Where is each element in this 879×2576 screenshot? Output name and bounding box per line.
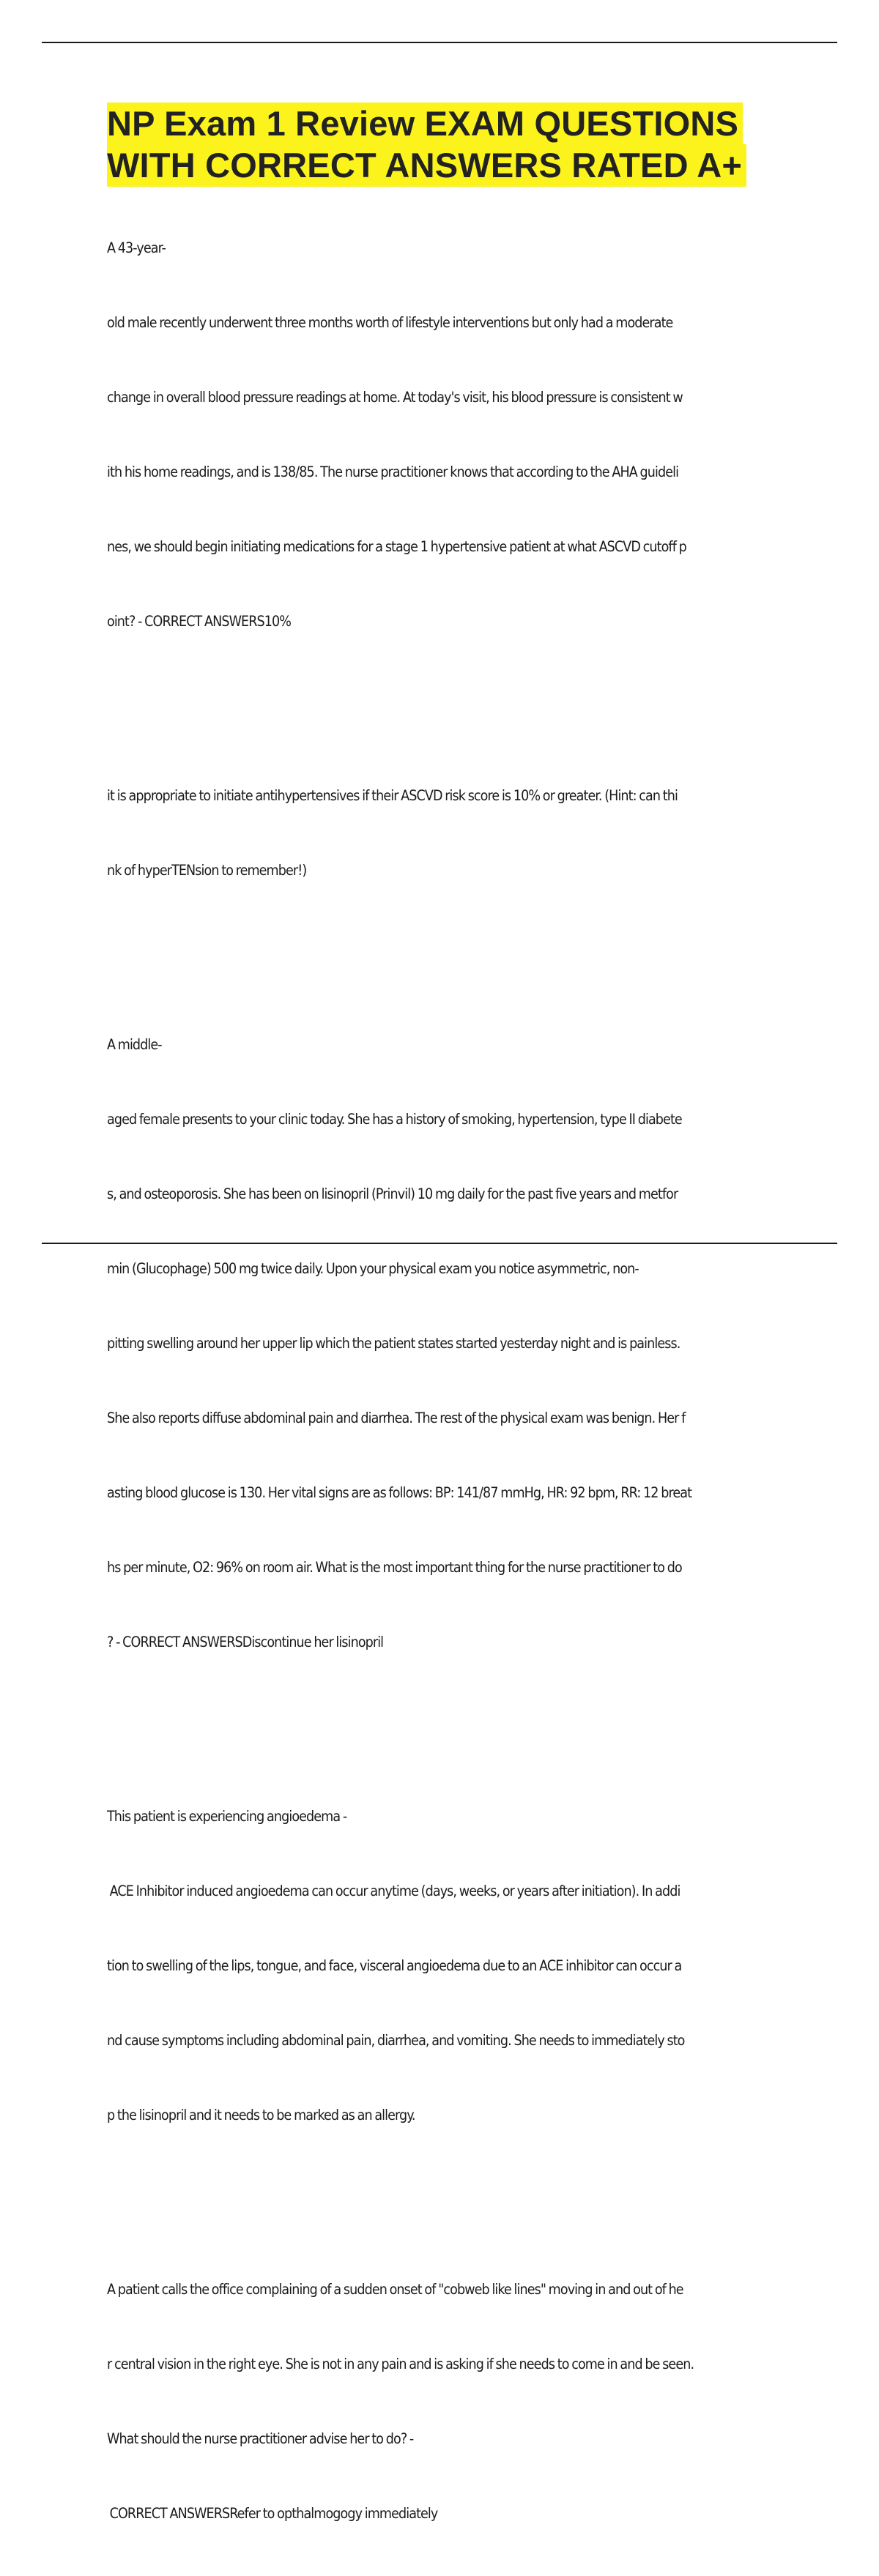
text-line: aged female presents to your clinic today. She has a history of smoking, hypertension, type II diabete [107,1111,682,1128]
text-line: ith his home readings, and is 138/85. The nurse practitioner knows that according to the AHA guideli [107,464,679,480]
block-spacer [107,933,798,983]
text-line: A 43-year- [107,239,166,256]
text-line: nk of hyperTENsion to remember!) [107,862,307,879]
block-spacer [107,1705,798,1754]
text-line: This patient is experiencing angioedema - [107,1808,347,1825]
text-line: r central vision in the right eye. She is not in any pain and is asking if she needs to come in and be seen. [107,2356,694,2372]
text-line: nes, we should begin initiating medications for a stage 1 hypertensive patient at what ASCVD cutoff p [107,538,686,555]
question-block-3 [107,2227,798,2576]
text-line: ? - CORRECT ANSWERSDiscontinue her lisinopril [107,1634,384,1650]
text-line: oint? - CORRECT ANSWERS10% [107,613,292,630]
text-line: s, and osteoporosis. She has been on lisinopril (Prinvil) 10 mg daily for the past five years and metfor [107,1185,678,1202]
explanation-block-1 [107,734,798,933]
block-spacer [107,2178,798,2227]
title-line-1: NP Exam 1 Review EXAM QUESTIONS [107,103,743,145]
text-line: old male recently underwent three months worth of lifestyle interventions but only had a moderate [107,314,673,331]
text-line: p the lisinopril and it needs to be marked as an allergy. [107,2107,415,2123]
document-title [107,103,798,186]
text-line: She also reports diffuse abdominal pain and diarrhea. The rest of the physical exam was benign. Her f [107,1410,686,1426]
text-line: A patient calls the office complaining of a sudden onset of "cobweb like lines" moving in and out of he [107,2281,683,2298]
text-line: CORRECT ANSWERSRefer to opthalmogogy immediately [107,2505,438,2522]
block-spacer [107,684,798,734]
text-line: ACE Inhibitor induced angioedema can occur anytime (days, weeks, or years after initiation). In addi [107,1883,680,1899]
question-block-2 [107,983,798,1705]
text-line: What should the nurse practitioner advise her to do? - [107,2430,414,2447]
document-body [107,103,798,2576]
text-line: nd cause symptoms including abdominal pain, diarrhea, and vomiting. She needs to immediately sto [107,2032,685,2049]
text-line: hs per minute, O2: 96% on room air. What is the most important thing for the nurse practitioner to do [107,1559,682,1576]
text-line: change in overall blood pressure readings at home. At today's visit, his blood pressure is consistent w [107,389,683,406]
text-line: it is appropriate to initiate antihypertensives if their ASCVD risk score is 10% or greater. (Hint: can thi [107,787,678,804]
text-line: tion to swelling of the lips, tongue, and face, visceral angioedema due to an ACE inhibitor can occur a [107,1957,682,1974]
text-line: A middle- [107,1036,162,1053]
bottom-page-rule [42,1243,837,1244]
text-line: min (Glucophage) 500 mg twice daily. Upon your physical exam you notice asymmetric, non- [107,1260,639,1277]
question-block-1 [107,186,798,684]
explanation-block-2 [107,1754,798,2178]
top-page-rule [42,42,837,43]
text-line: asting blood glucose is 130. Her vital signs are as follows: BP: 141/87 mmHg, HR: 92 bpm, RR: 12 breat [107,1484,692,1501]
text-line: pitting swelling around her upper lip which the patient states started yesterday night and is painless. [107,1335,680,1352]
title-line-2: WITH CORRECT ANSWERS RATED A+ [107,144,746,187]
